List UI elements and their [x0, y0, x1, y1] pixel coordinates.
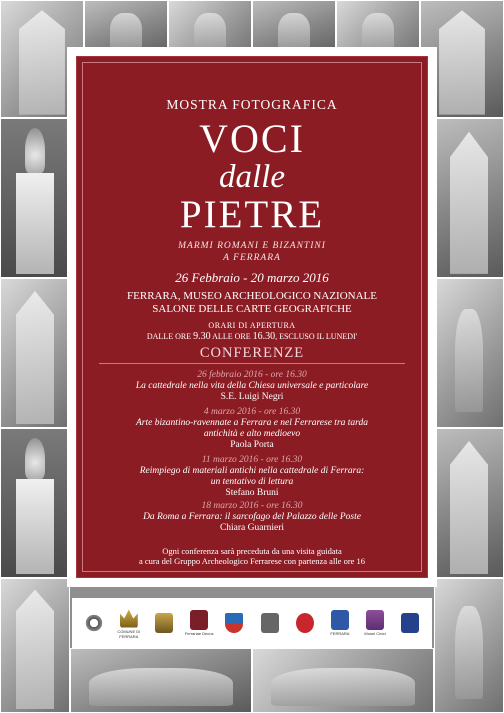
exhibition-dates: 26 Febbraio - 20 marzo 2016 — [175, 270, 329, 285]
sponsor-logo-strip — [72, 598, 432, 648]
venue-line-1: FERRARA, MUSEO ARCHEOLOGICO NAZIONALE — [127, 290, 377, 302]
musei-logo-icon — [360, 610, 390, 636]
relief-photo — [434, 578, 504, 713]
logo-caption: FERRARA — [330, 631, 350, 636]
logo-caption: Ferrariae Decus — [184, 631, 214, 636]
conference-item — [77, 455, 427, 499]
exhibition-kicker: MOSTRA FOTOGRAFICA — [166, 97, 338, 112]
relief-photo — [434, 118, 504, 278]
conference-title: Reimpiego di materiali antichi nella cattedrale di Ferrara: — [139, 466, 365, 476]
conference-speaker: Stefano Bruni — [225, 488, 279, 498]
hours-open: 9.30 — [193, 331, 211, 342]
conference-title-cont: antichità e alto medioevo — [203, 429, 301, 439]
hours-middle: ALLE ORE — [212, 332, 251, 341]
subtitle-line-2: A FERRARA — [223, 253, 281, 263]
relief-photo — [0, 278, 70, 428]
conference-date: 26 febbraio 2016 - ore 16.30 — [197, 370, 307, 380]
poster-panel-inner — [76, 56, 428, 578]
conference-speaker: S.E. Luigi Negri — [220, 392, 284, 402]
hours-suffix: , ESCLUSO IL LUNEDI' — [275, 332, 358, 341]
letter-d-icon — [184, 610, 214, 636]
title-line-dalle: dalle — [219, 159, 285, 195]
conference-item — [77, 370, 427, 403]
conference-date: 18 marzo 2016 - ore 16.30 — [201, 501, 303, 511]
shield-icon — [219, 613, 249, 634]
hours-close: 16.30 — [252, 331, 276, 342]
conference-speaker: Chiara Guarnieri — [219, 523, 285, 533]
conference-item — [77, 407, 427, 451]
hours-prefix: DALLE ORE — [146, 332, 192, 341]
seal-icon — [79, 613, 109, 634]
opening-hours — [77, 331, 427, 342]
crest-icon — [255, 613, 285, 634]
poster-panel — [67, 47, 437, 587]
conference-title-cont: un tentativo di lettura — [210, 477, 294, 487]
blue-logo-icon — [325, 610, 355, 636]
relief-photo — [70, 648, 252, 713]
subtitle-line-1: MARMI ROMANI E BIZANTINI — [178, 241, 326, 251]
conference-item — [77, 501, 427, 534]
crown-icon — [114, 608, 144, 639]
ministry-logo-icon — [395, 613, 425, 634]
conference-title: Da Roma a Ferrara: il sarcofago del Palazzo delle Poste — [143, 512, 361, 522]
divider — [99, 363, 405, 364]
guided-visit-note-line-1: Ogni conferenza sarà preceduta da una visita guidata — [162, 546, 342, 556]
conference-title: La cattedrale nella vita della Chiesa universale e particolare — [135, 381, 369, 391]
conference-date: 11 marzo 2016 - ore 16.30 — [201, 455, 303, 465]
conference-date: 4 marzo 2016 - ore 16.30 — [203, 407, 301, 417]
relief-photo — [0, 118, 70, 278]
circle-logo-icon — [290, 613, 320, 634]
conference-speaker: Paola Porta — [230, 440, 274, 450]
relief-photo — [434, 428, 504, 578]
title-line-voci: VOCI — [199, 116, 305, 161]
relief-photo — [252, 648, 434, 713]
opening-hours-title: ORARI DI APERTURA — [208, 321, 296, 330]
emblem-icon — [149, 613, 179, 634]
logo-caption: Musei Civici — [364, 631, 386, 636]
relief-photo — [0, 578, 70, 713]
logo-caption: COMUNE DI FERRARA — [117, 628, 141, 639]
title-line-pietre: PIETRE — [179, 193, 325, 236]
guided-visit-note-line-2: a cura del Gruppo Archeologico Ferrarese con partenza alle ore 16 — [138, 556, 366, 566]
relief-photo — [0, 428, 70, 578]
relief-photo — [434, 278, 504, 428]
conference-title: Arte bizantino-ravennate a Ferrara e nel Ferrarese tra tarda — [135, 418, 368, 428]
venue-line-2: SALONE DELLE CARTE GEOGRAFICHE — [152, 303, 352, 315]
conferences-heading: CONFERENZE — [199, 345, 305, 361]
